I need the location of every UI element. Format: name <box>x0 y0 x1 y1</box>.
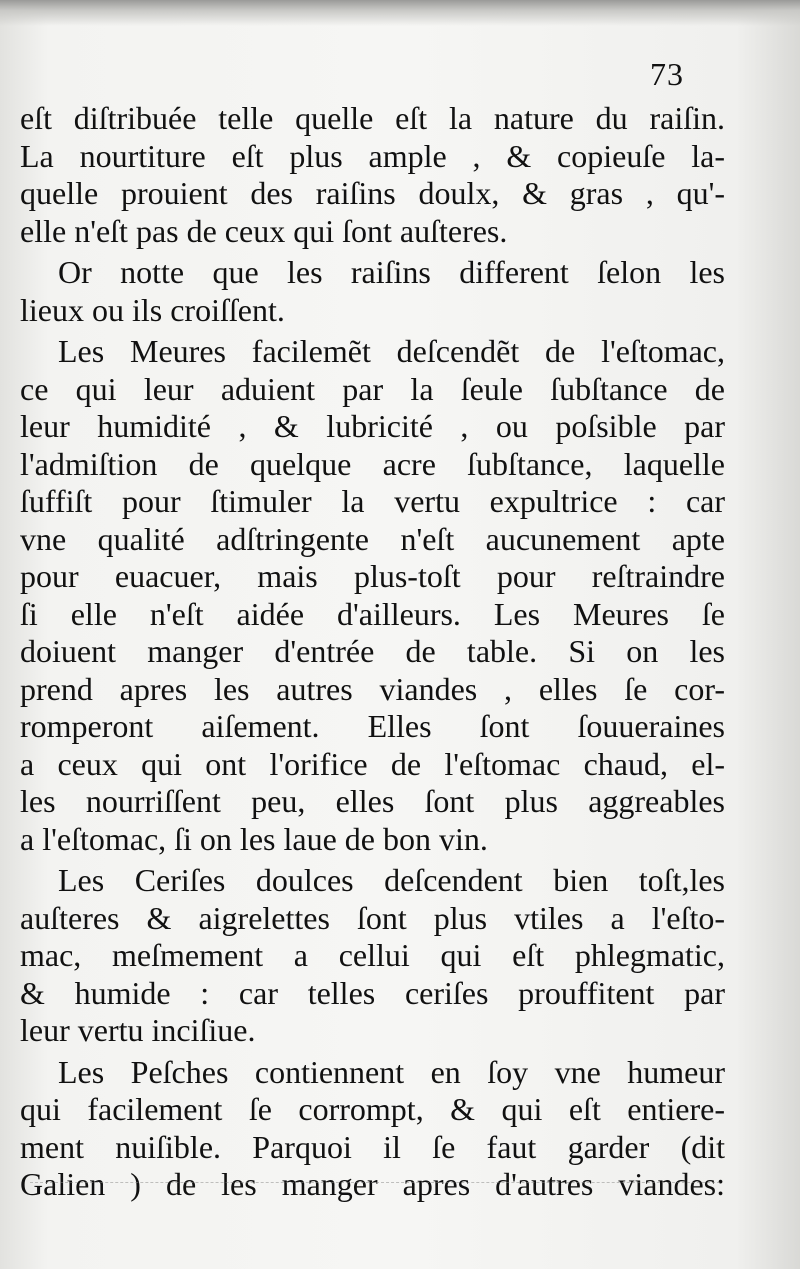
text-line: mac, meſmement a cellui qui eſt phlegmatic, <box>20 937 725 973</box>
text-line: Galien ) de les manger apres d'autres viandes: <box>20 1166 725 1202</box>
paragraph <box>20 333 725 858</box>
paragraph <box>20 862 725 1050</box>
text-line: leur humidité , & lubricité , ou poſsible par <box>20 408 725 444</box>
text-line: Or notte que les raiſins different ſelon les <box>58 254 725 290</box>
text-line: Les Meures facilemẽt deſcendẽt de l'eſtomac, <box>58 333 725 369</box>
text-line: ſi elle n'eſt aidée d'ailleurs. Les Meures ſe <box>20 595 725 632</box>
text-line: romperont aiſement. Elles ſont ſouueraines <box>20 708 725 744</box>
text-line: prend apres les autres viandes , elles ſe cor- <box>20 670 725 707</box>
text-line: a l'eſtomac, ſi on les laue de bon vin. <box>20 820 488 857</box>
text-line: La nourtiture eſt plus ample , & copieuſe la- <box>20 137 725 174</box>
text-line: les nourriſſent peu, elles ſont plus aggreables <box>20 783 725 819</box>
bottom-bleed-line <box>30 1182 720 1183</box>
page-number: 73 <box>650 56 684 92</box>
text-line: ſuffiſt pour ſtimuler la vertu expultrice : car <box>20 483 725 519</box>
text-line: doiuent manger d'entrée de table. Si on les <box>20 633 725 669</box>
paragraph <box>20 254 725 329</box>
text-line: ce qui leur aduient par la ſeule ſubſtance de <box>20 370 725 407</box>
paragraph <box>20 100 725 250</box>
page-text <box>20 100 725 1204</box>
text-line: Les Peſches contiennent en ſoy vne humeur <box>58 1053 725 1090</box>
paragraph <box>20 1054 725 1204</box>
text-line: vne qualité adſtringente n'eſt aucunement apte <box>20 520 725 557</box>
text-line: & humide : car telles ceriſes prouffitent par <box>20 974 725 1011</box>
text-line: ment nuiſible. Parquoi il ſe faut garder (dit <box>20 1128 725 1165</box>
text-line: qui facilement ſe corrompt, & qui eſt entiere- <box>20 1091 725 1127</box>
text-line: l'admiſtion de quelque acre ſubſtance, laquelle <box>20 445 725 482</box>
text-line: eſt diſtribuée telle quelle eſt la nature du raiſin. <box>20 100 725 136</box>
text-line: pour euacuer, mais plus-toſt pour reſtraindre <box>20 558 725 594</box>
text-line: quelle prouient des raiſins doulx, & gras , qu'- <box>20 175 725 211</box>
text-line: leur vertu inciſiue. <box>20 1012 256 1048</box>
text-line: a ceux qui ont l'orifice de l'eſtomac chaud, el- <box>20 745 725 782</box>
text-line: lieux ou ils croiſſent. <box>20 291 285 328</box>
page-top-shadow <box>0 0 800 26</box>
text-line: Les Ceriſes doulces deſcendent bien toſt,les <box>58 862 725 898</box>
text-line: elle n'eſt pas de ceux qui ſont auſteres. <box>20 212 508 249</box>
text-line: auſteres & aigrelettes ſont plus vtiles a l'eſto- <box>20 899 725 936</box>
